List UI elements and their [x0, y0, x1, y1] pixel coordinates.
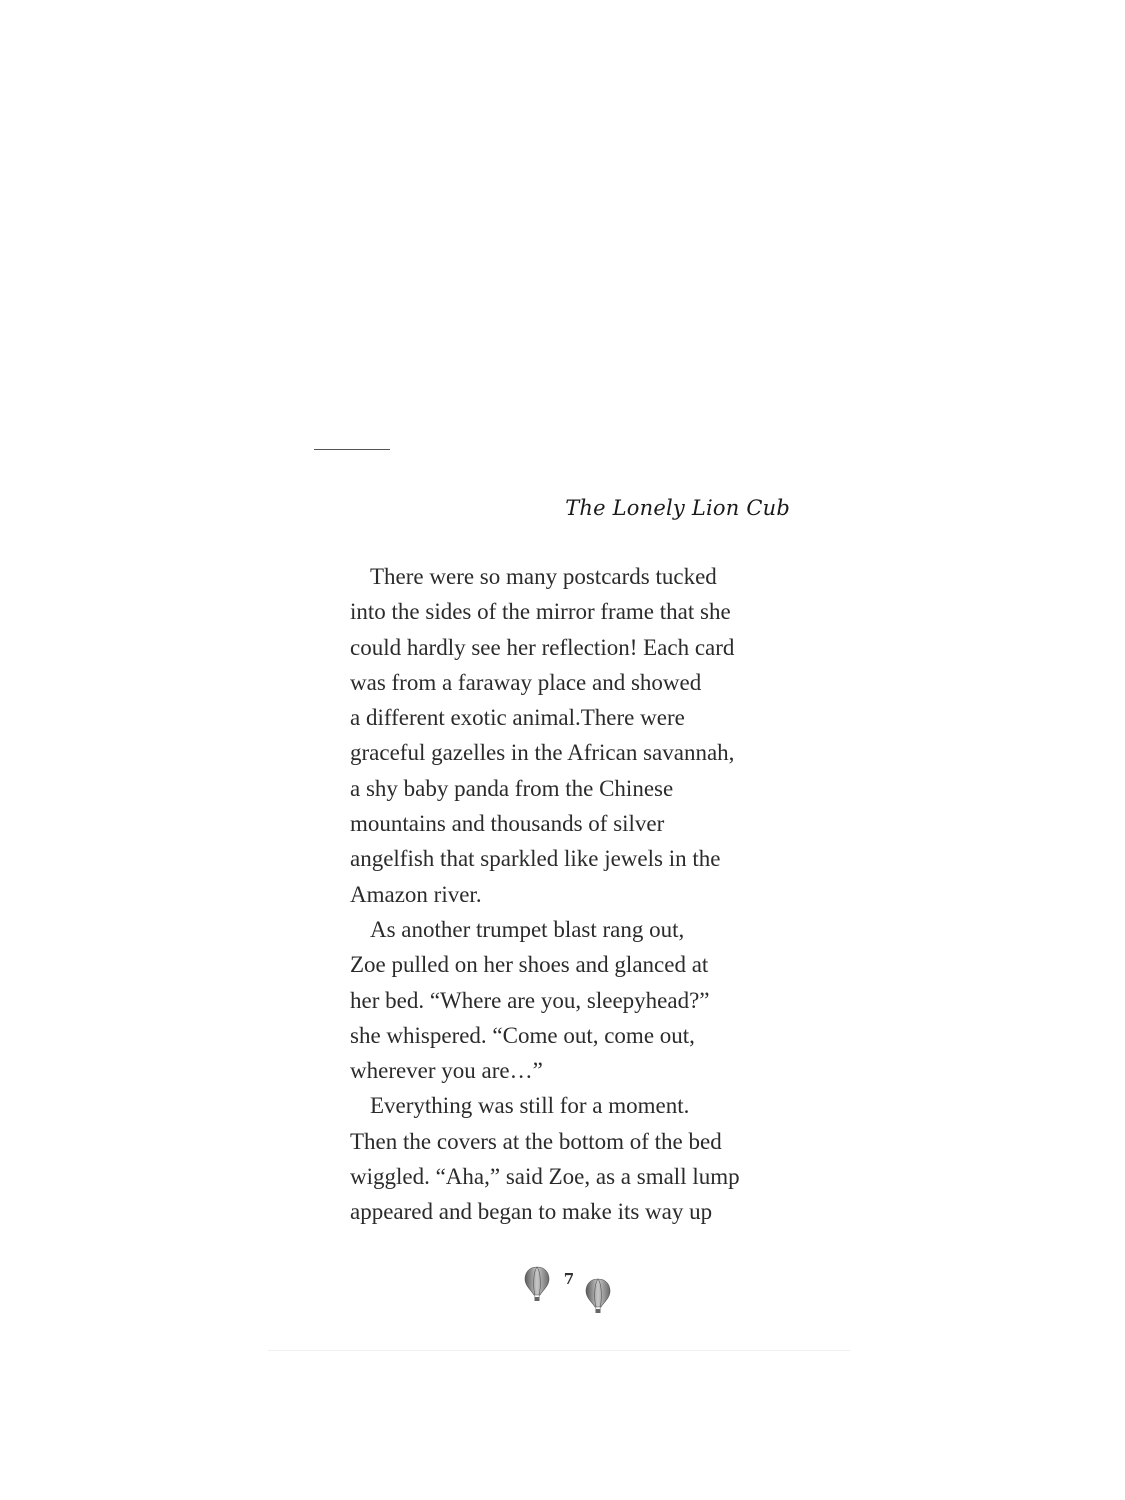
- text-line: appeared and began to make its way up: [350, 1199, 713, 1225]
- text-line: could hardly see her reflection! Each card: [350, 634, 735, 660]
- text-line: mountains and thousands of silver: [350, 811, 665, 837]
- text-line: As another trumpet blast rang out,: [370, 916, 685, 942]
- text-line: graceful gazelles in the African savannah,: [350, 740, 735, 766]
- header-rule: [314, 449, 390, 450]
- body-text: [350, 559, 790, 1230]
- text-line: wherever you are…”: [350, 1058, 543, 1084]
- page-number: 7: [563, 1270, 575, 1288]
- text-line: Amazon river.: [350, 881, 482, 907]
- text-line: There were so many postcards tucked: [370, 564, 717, 589]
- text-line: a different exotic animal.There were: [350, 705, 685, 731]
- text-line: Zoe pulled on her shoes and glanced at: [350, 952, 709, 978]
- hot-air-balloon-icon: [585, 1278, 611, 1316]
- text-line: angelfish that sparkled like jewels in the: [350, 846, 721, 872]
- page-bottom-edge: [268, 1350, 850, 1351]
- text-line: Then the covers at the bottom of the bed: [350, 1128, 722, 1154]
- text-line: a shy baby panda from the Chinese: [350, 775, 674, 801]
- hot-air-balloon-icon: [524, 1266, 550, 1304]
- page-folio: [522, 1264, 622, 1314]
- text-line: she whispered. “Come out, come out,: [350, 1022, 695, 1048]
- text-line: into the sides of the mirror frame that she: [350, 599, 731, 625]
- running-header-title: The Lonely Lion Cub: [565, 496, 790, 520]
- text-line: her bed. “Where are you, sleepyhead?”: [350, 987, 710, 1013]
- text-line: was from a faraway place and showed: [350, 669, 702, 695]
- text-line: Everything was still for a moment.: [370, 1093, 690, 1119]
- text-line: wiggled. “Aha,” said Zoe, as a small lump: [350, 1164, 740, 1190]
